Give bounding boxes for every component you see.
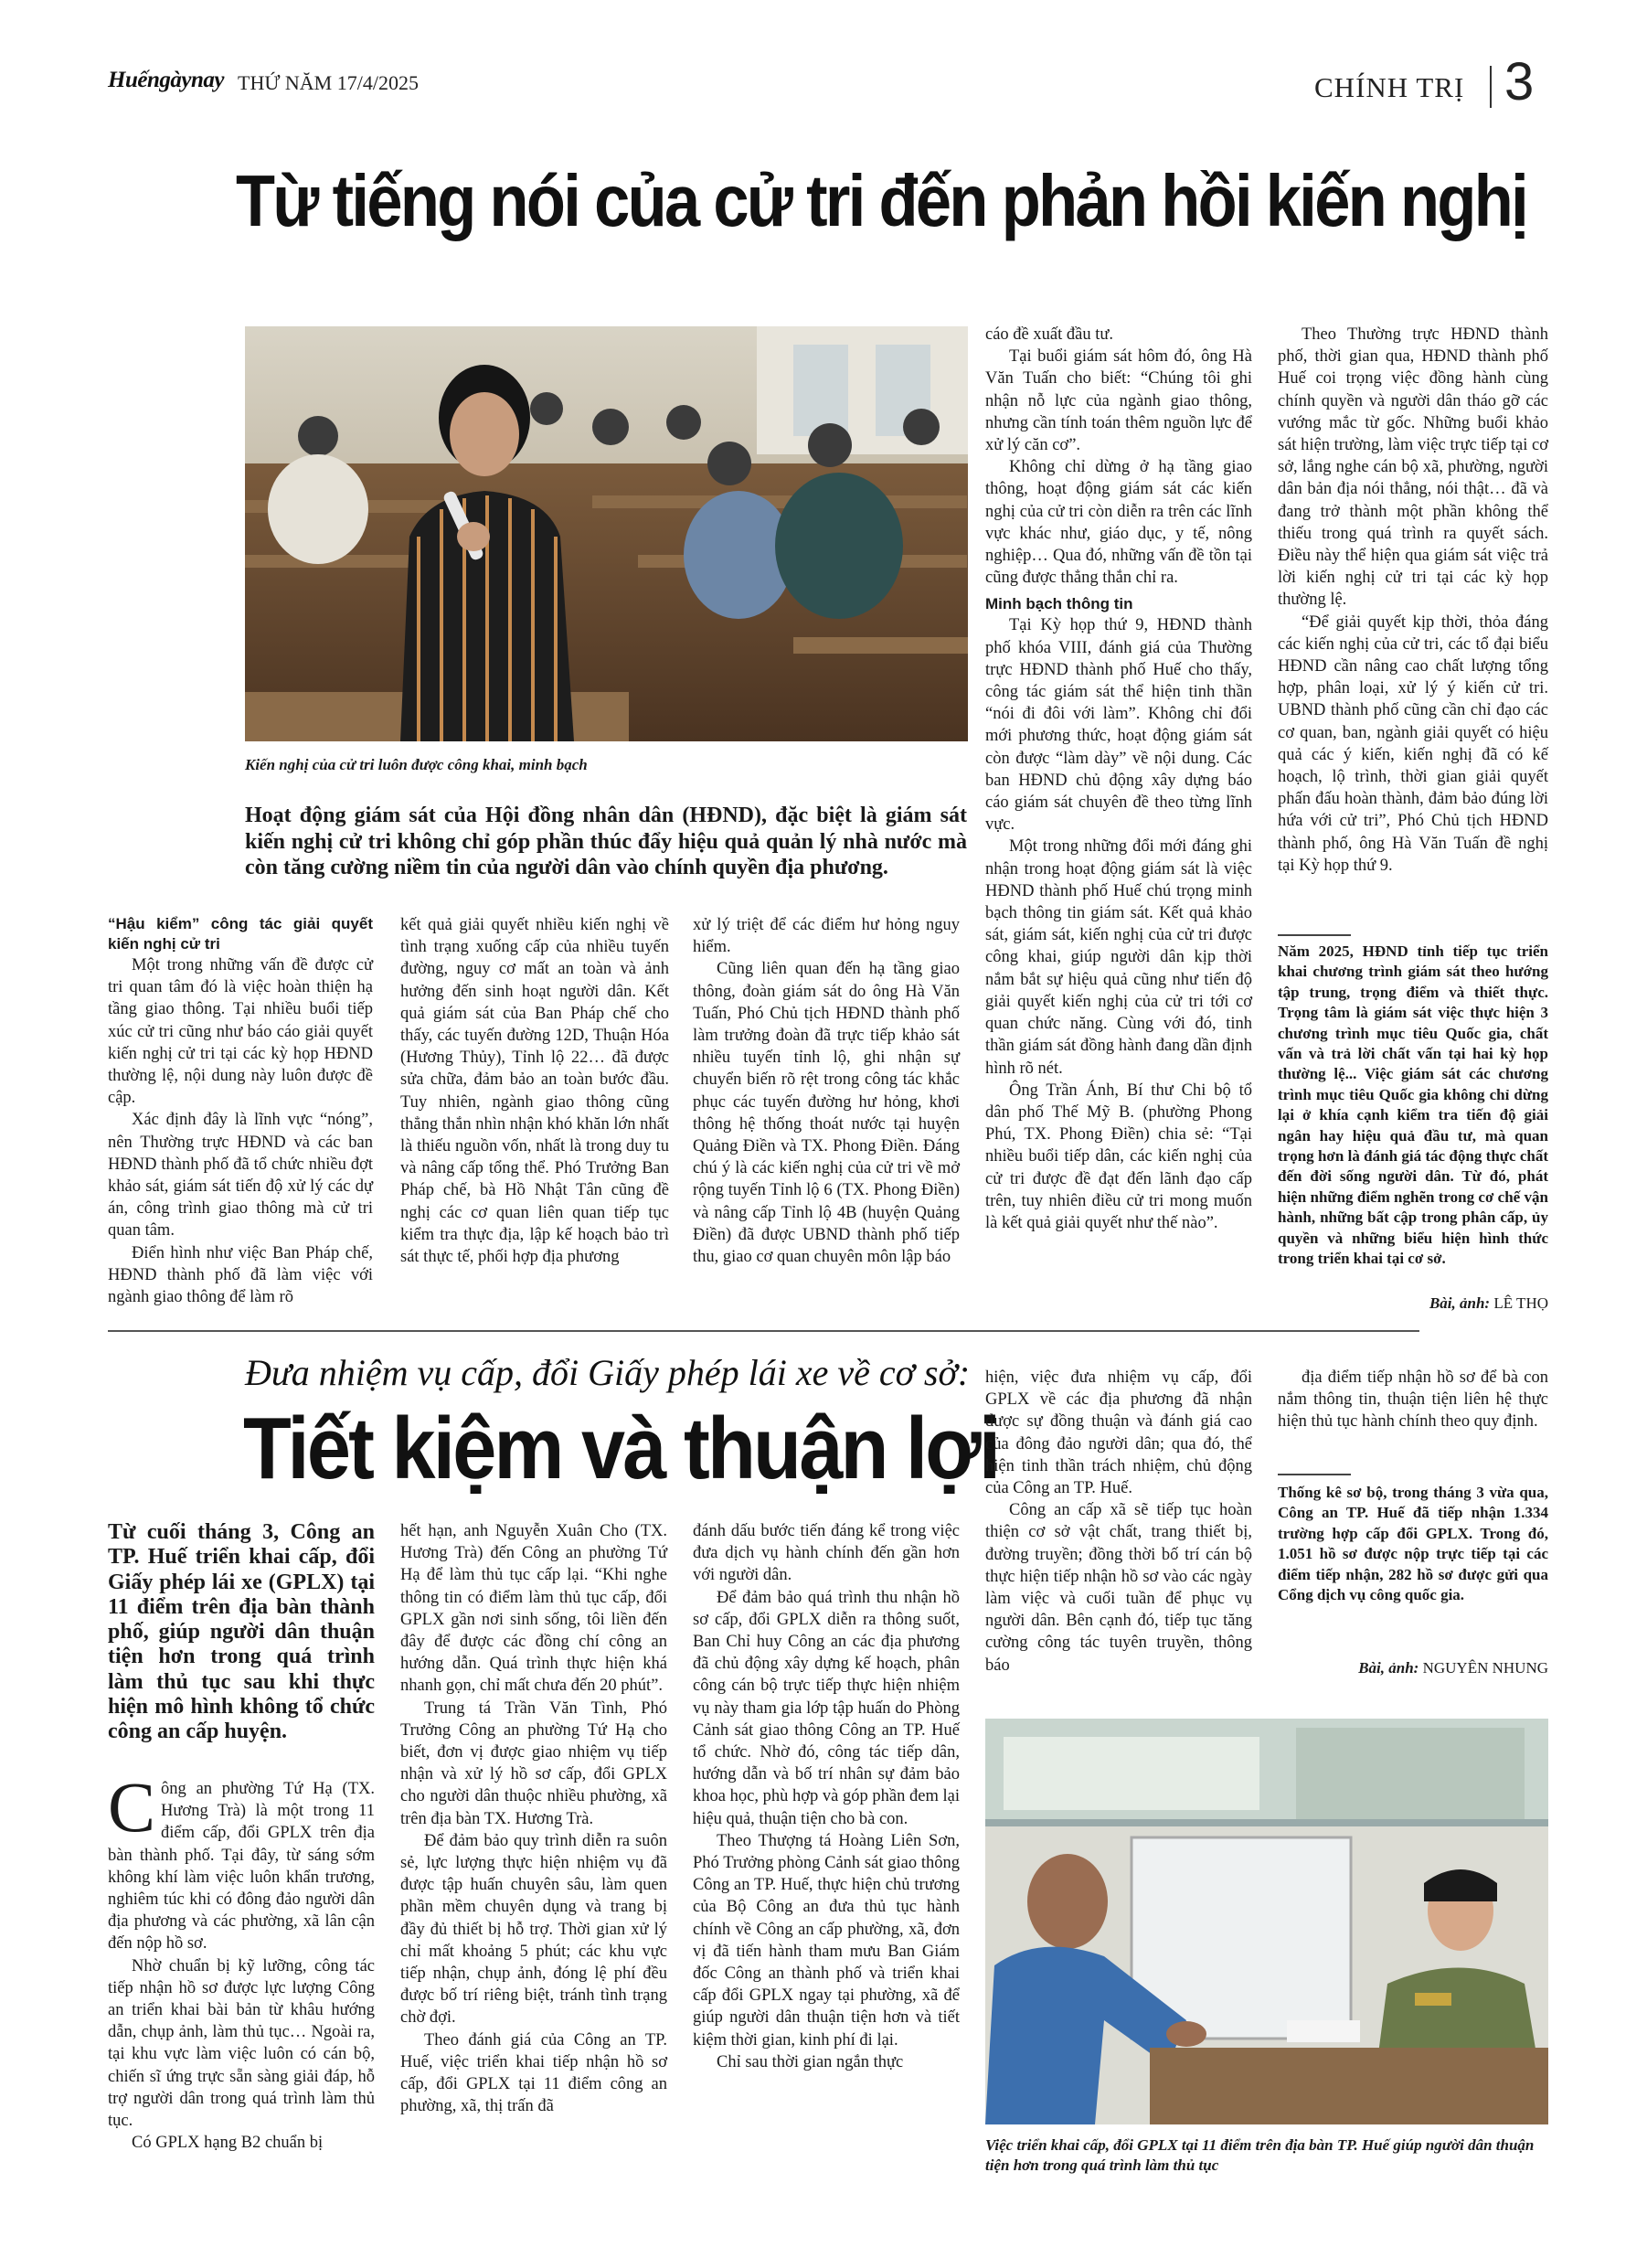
paragraph: Theo đánh giá của Công an TP. Huế, việc triển khai tiếp nhận hồ sơ cấp, đổi GPLX tại 11 điểm công an phường, xã, thị trấn đã: [400, 2030, 667, 2116]
meeting-photo-illustration: [245, 326, 968, 741]
article2-column-3: [693, 1520, 960, 2073]
paragraph: địa điểm tiếp nhận hồ sơ để bà con nắm thông tin, thuận tiện liên hệ thực hiện thủ tục hành chính theo quy định.: [1278, 1368, 1548, 1432]
article1-info-box: Năm 2025, HĐND tỉnh tiếp tục triển khai chương trình giám sát theo hướng tập trung, trọng điểm và thiết thực. Trọng tâm là giám sát việc thực hiện 3 chương trình mục tiêu Quốc gia, chất vấn và trả lời chất vấn tại hai kỳ họp thường lệ... Việc giám sát các chương trình mục tiêu Quốc gia không chỉ dừng lại ở khía cạnh kiểm tra tiến độ giải ngân hay hiệu quả đầu tư, mà quan trọng hơn là đánh giá tác động thực chất đến đời sống người dân. Từ đó, phát hiện những điểm nghẽn trong cơ chế vận hành, những bất cập trong phân cấp, ủy quyền và những biểu hiện hình thức trong triển khai tại cơ sở.: [1278, 942, 1548, 1268]
article2-column-2: [400, 1520, 667, 2117]
article2-kicker: Đưa nhiệm vụ cấp, đổi Giấy phép lái xe về cơ sở:: [245, 1352, 971, 1393]
paragraph: xử lý triệt để các điểm hư hỏng nguy hiểm.: [693, 916, 960, 957]
paragraph: Xác định đây là lĩnh vực “nóng”, nên Thường trực HĐND và các ban HĐND thành phố đã tổ chức nhiều đợt khảo sát, giám sát tiến độ xử lý các dự án, công trình giao thông mà cử tri quan tâm.: [108, 1111, 373, 1240]
byline-author: NGUYÊN NHUNG: [1422, 1659, 1548, 1677]
paragraph: Theo Thường trực HĐND thành phố, thời gian qua, HĐND thành phố Huế coi trọng việc đồng hành cùng chính quyền và người dân tháo gỡ các vướng mắc từ gốc. Những buổi khảo sát hiện trường, làm việc trực tiếp tại cơ sở, lắng nghe cán bộ xã, phường, người dân bản địa nói thẳng, nói thật… đã và đang trở thành một phần không thể thiếu trong quá trình ra quyết sách. Điều này thể hiện qua giám sát việc trả lời kiến nghị cử tri tại các kỳ họp thường lệ.: [1278, 325, 1548, 610]
article1-headline: Từ tiếng nói của cử tri đến phản hồi kiến nghị: [236, 160, 1527, 241]
box-divider: [1278, 934, 1351, 936]
article2-headline: Tiết kiệm và thuận lợi: [243, 1400, 999, 1497]
paragraph: Tại Kỳ họp thứ 9, HĐND thành phố khóa VIII, đánh giá của Thường trực HĐND thành phố Huế cho thấy, công tác giám sát thể hiện tinh thần “nói đi đôi với làm”. Không chỉ đổi mới phương thức, hoạt động giám sát còn được “làm dày” về nội dung. Các ban HĐND chủ động xây dựng báo cáo giám sát chuyên đề theo từng lĩnh vực.: [985, 616, 1252, 835]
article1-photo-caption: Kiến nghị của cử tri luôn được công khai, minh bạch: [245, 756, 588, 773]
paragraph: Một trong những vấn đề được cử tri quan tâm đó là việc hoàn thiện hạ tầng giao thông. Tại nhiều buổi tiếp xúc cử tri cũng như báo cáo giải quyết kiến nghị cử tri tại các kỳ họp HĐND thường lệ, nội dung này luôn được đề cập.: [108, 956, 373, 1108]
paragraph-with-dropcap: [108, 1767, 375, 1955]
article1-byline: [1278, 1294, 1548, 1313]
article1-column-3: [693, 914, 960, 1268]
article2-byline: [1278, 1659, 1548, 1677]
article2-column-1: [108, 1767, 375, 2154]
paragraph: Có GPLX hạng B2 chuẩn bị: [132, 2134, 324, 2153]
paragraph: Tại buổi giám sát hôm đó, ông Hà Văn Tuấn cho biết: “Chúng tôi ghi nhận nỗ lực của ngành giao thông, nhưng cần tính toán thêm nguồn lực để xử lý căn cơ”.: [985, 347, 1252, 455]
subhead-minh-bach: Minh bạch thông tin: [985, 595, 1133, 613]
paragraph: Chỉ sau thời gian ngắn thực: [717, 2052, 904, 2071]
paragraph: Để đảm bảo quy trình diễn ra suôn sẻ, lực lượng thực hiện nhiệm vụ đã được tập huấn chuyên sâu, làm quen phần mềm chuyên dụng và trang bị đầy đủ thiết bị hỗ trợ. Thời gian xử lý chỉ mất khoảng 5 phút; các khu vực tiếp nhận, chụp ảnh, đóng lệ phí đều được bố trí riêng biệt, tránh tình trạng chờ đợi.: [400, 1831, 667, 2028]
paragraph: cáo đề xuất đầu tư.: [985, 325, 1113, 344]
paragraph: Một trong những đổi mới đáng ghi nhận trong hoạt động giám sát là việc HĐND thành phố Huế chú trọng minh bạch thông tin giám sát. Kết quả khảo sát, giám sát, kiến nghị của cử tri được công khai, giúp người dân kịp thời nắm bắt sự hiệu quả cũng như tiến độ giải quyết kiến nghị của cử tri tới cơ quan chức năng. Cùng với đó, tinh thần giám sát đồng hành đang dần định hình rõ nét.: [985, 837, 1252, 1078]
article2-photo: [985, 1719, 1548, 2124]
subhead-hau-kiem: “Hậu kiểm” công tác giải quyết kiến nghị cử tri: [108, 915, 373, 953]
paragraph: Ông Trần Ánh, Bí thư Chi bộ tổ dân phố Thế Mỹ B. (phường Phong Phú, TX. Phong Điền) chia sẻ: “Tại nhiều buổi tiếp dân, các kiến nghị của cử tri được đề đạt đến lãnh đạo cấp trên, tuy nhiên điều cử tri mong muốn là kết quả giải quyết như thế nào”.: [985, 1081, 1252, 1232]
paragraph: Để đảm bảo quá trình thu nhận hồ sơ cấp, đổi GPLX diễn ra thông suốt, Ban Chỉ huy Công an các địa phương đã chủ động xây dựng kế hoạch, phân công cán bộ trực tiếp thực hiện nhiệm vụ này tham gia lớp tập huấn do Phòng Cảnh sát giao thông Công an TP. Huế tổ chức. Nhờ đó, công tác tiếp dân, hướng dẫn và bố trí nhân sự đảm bảo khoa học, phù hợp và góp phần đem lại hiệu quả, thuận tiện cho bà con.: [693, 1588, 960, 1828]
issue-date: THỨ NĂM 17/4/2025: [238, 71, 419, 94]
article1-column-1: [108, 914, 373, 1308]
paragraph: Không chỉ dừng ở hạ tầng giao thông, hoạt động giám sát các kiến nghị của cử tri còn diễn ra trên các lĩnh vực khác như, giáo dục, y tế, nông nghiệp… Qua đó, những vấn đề tồn tại cũng được thẳng thắn chỉ ra.: [985, 458, 1252, 588]
header-divider: [1490, 66, 1492, 108]
dropcap: C: [108, 1767, 156, 1847]
box-divider: [1278, 1474, 1351, 1475]
article1-column-2: [400, 914, 669, 1268]
paragraph: Theo Thượng tá Hoàng Liên Sơn, Phó Trưởng phòng Cảnh sát giao thông Công an TP. Huế, thực hiện chủ trương của Bộ Công an đưa thủ tục hành chính về Công an cấp phường, xã, đơn vị đã tiến hành tham mưu Ban Giám đốc Công an thành phố và triển khai cấp đổi GPLX ngay tại phường, xã để giúp người dân thuận tiện hơn và tiết kiệm thời gian, kinh phí đi lại.: [693, 1831, 960, 2050]
paragraph: hết hạn, anh Nguyễn Xuân Cho (TX. Hương Trà) đến Công an phường Tứ Hạ để làm thủ tục cấp lại. “Khi nghe thông tin có điểm làm thủ tục cấp, đổi GPLX gần nơi sinh sống, tôi liền đến đây để được các đồng chí công an hướng dẫn. Quá trình thực hiện khá nhanh gọn, chỉ mất chưa đến 20 phút”.: [400, 1522, 667, 1696]
byline-author: LÊ THỌ: [1493, 1294, 1548, 1312]
paragraph-text: ông an phường Tứ Hạ (TX. Hương Trà) là một trong 11 điểm cấp, đổi GPLX trên địa bàn thành phố. Tại đây, từ sáng sớm không khí làm việc luôn khẩn trương, nghiêm túc khi có đông đảo người dân địa phương và các phường, xã lân cận đến nộp hồ sơ.: [108, 1780, 375, 1954]
paragraph: hiện, việc đưa nhiệm vụ cấp, đổi GPLX về các địa phương đã nhận được sự đồng thuận và đánh giá cao của đông đảo người dân; qua đó, thể hiện tinh thần trách nhiệm, chủ động của Công an TP. Huế.: [985, 1368, 1252, 1498]
paragraph: đánh dấu bước tiến đáng kể trong việc đưa dịch vụ hành chính đến gần hơn với người dân.: [693, 1522, 960, 1585]
license-office-photo-illustration: [985, 1719, 1548, 2124]
paragraph: Công an cấp xã sẽ tiếp tục hoàn thiện cơ sở vật chất, trang thiết bị, đường truyền; đồng thời bố trí cán bộ thực hiện tiếp nhận hồ sơ vào các ngày làm việc và cuối tuần để phục vụ người dân. Bên cạnh đó, tiếp tục tăng cường công tác tuyên truyền, thông báo: [985, 1501, 1252, 1675]
paragraph: Trung tá Trần Văn Tình, Phó Trưởng Công an phường Tứ Hạ cho biết, đơn vị được giao nhiệm vụ tiếp nhận và xử lý hồ sơ cấp, đổi GPLX cho người dân thuộc nhiều phường, xã trên địa bàn TX. Hương Trà.: [400, 1698, 667, 1828]
page-header: [108, 53, 1554, 119]
article2-lead: Từ cuối tháng 3, Công an TP. Huế triển khai cấp, đổi Giấy phép lái xe (GPLX) tại 11 điểm trên địa bàn thành phố, giúp người dân thuận tiện hơn trong quá trình làm thủ tục sau khi thực hiện mô hình không tổ chức công an cấp huyện.: [108, 1520, 375, 1744]
article1-photo: [245, 326, 968, 741]
section-divider: [108, 1330, 1419, 1332]
paragraph: Điển hình như việc Ban Pháp chế, HĐND thành phố đã làm việc với ngành giao thông để làm rõ: [108, 1243, 373, 1307]
article2-column-5: [1278, 1367, 1548, 1433]
article1-column-4: [985, 324, 1252, 1234]
article2-info-box: Thống kê sơ bộ, trong tháng 3 vừa qua, Công an TP. Huế đã tiếp nhận 1.334 trường hợp cấp đổi GPLX. Trong đó, 1.051 hồ sơ được nộp trực tiếp tại các điểm tiếp nhận, 282 hồ sơ được gửi qua Cổng dịch vụ công quốc gia.: [1278, 1484, 1548, 1604]
byline-label: Bài, ảnh:: [1429, 1294, 1491, 1312]
paragraph: Cũng liên quan đến hạ tầng giao thông, đoàn giám sát do ông Hà Văn Tuấn, Phó Chủ tịch HĐND thành phố làm trưởng đoàn đã trực tiếp khảo sát nhiều tuyến tỉnh lộ, ghi nhận sự chuyển biến rõ rệt trong công tác khắc phục các tuyến đường hư hỏng, khơi thông hệ thống thoát nước tại huyện Quảng Điền và TX. Phong Điền. Đáng chú ý là các kiến nghị của cử tri về mở rộng tuyến Tỉnh lộ 6 (TX. Phong Điền) và nâng cấp Tỉnh lộ 4B (huyện Quảng Điền) đã được UBND thành phố tiếp thu, giao cơ quan chuyên môn lập báo: [693, 960, 960, 1267]
article2-column-4: [985, 1367, 1252, 1677]
paragraph: “Để giải quyết kịp thời, thỏa đáng các kiến nghị của cử tri, các tổ đại biểu HĐND cần nâng cao chất lượng tổng hợp, phân loại, xử lý ý kiến cử tri. UBND thành phố cũng cần chỉ đạo các cơ quan, ban, ngành giải quyết có hiệu quả các ý kiến, kiến nghị đã có kế hoạch, lộ trình, thời gian giải quyết phấn đấu hoàn thành, đảm bảo đúng lời hứa với cử tri”, Phó Chủ tịch HĐND thành phố, ông Hà Văn Tuấn đề nghị tại Kỳ họp thứ 9.: [1278, 612, 1548, 875]
newspaper-logo: Huếngàynay: [108, 68, 224, 92]
article2-photo-caption: Việc triển khai cấp, đổi GPLX tại 11 điểm trên địa bàn TP. Huế giúp người dân thuận tiện hơn trong quá trình làm thủ tục: [985, 2136, 1535, 2174]
paragraph: kết quả giải quyết nhiều kiến nghị về tình trạng xuống cấp của nhiều tuyến đường, nguy cơ mất an toàn và ảnh hưởng đến sinh hoạt người dân. Kết quả giám sát của Ban Pháp chế cho thấy, các tuyến đường 12D, Thuận Hóa (Hương Thủy), Tỉnh lộ 22… đã được sửa chữa, đảm bảo an toàn bước đầu. Tuy nhiên, ngành giao thông cũng thẳng thắn nhìn nhận khó khăn lớn nhất là thiếu nguồn vốn, nhất là trong duy tu và nâng cấp tổng thể. Phó Trưởng Ban Pháp chế, bà Hồ Nhật Tân cũng đề nghị các cơ quan liên quan tiếp tục kiểm tra thực địa, lập kế hoạch bảo trì sát thực tế, phối hợp địa phương: [400, 916, 669, 1267]
byline-label: Bài, ảnh:: [1358, 1659, 1419, 1677]
section-name: CHÍNH TRỊ: [1314, 71, 1465, 103]
paragraph: Nhờ chuẩn bị kỹ lưỡng, công tác tiếp nhận hồ sơ được lực lượng Công an triển khai bài bản từ khâu hướng dẫn, chụp ảnh, làm thủ tục… Ngoài ra, tại khu vực làm việc luôn có cán bộ, chiến sĩ ứng trực sẵn sàng giải đáp, hỗ trợ người dân trong quá trình làm thủ tục.: [108, 1956, 375, 2131]
article1-lead: Hoạt động giám sát của Hội đồng nhân dân (HĐND), đặc biệt là giám sát kiến nghị cử tri không chỉ góp phần thúc đẩy hiệu quả quản lý nhà nước mà còn tăng cường niềm tin của người dân vào chính quyền địa phương.: [245, 804, 967, 879]
page-number: 3: [1504, 52, 1535, 112]
article1-column-5: [1278, 324, 1548, 877]
